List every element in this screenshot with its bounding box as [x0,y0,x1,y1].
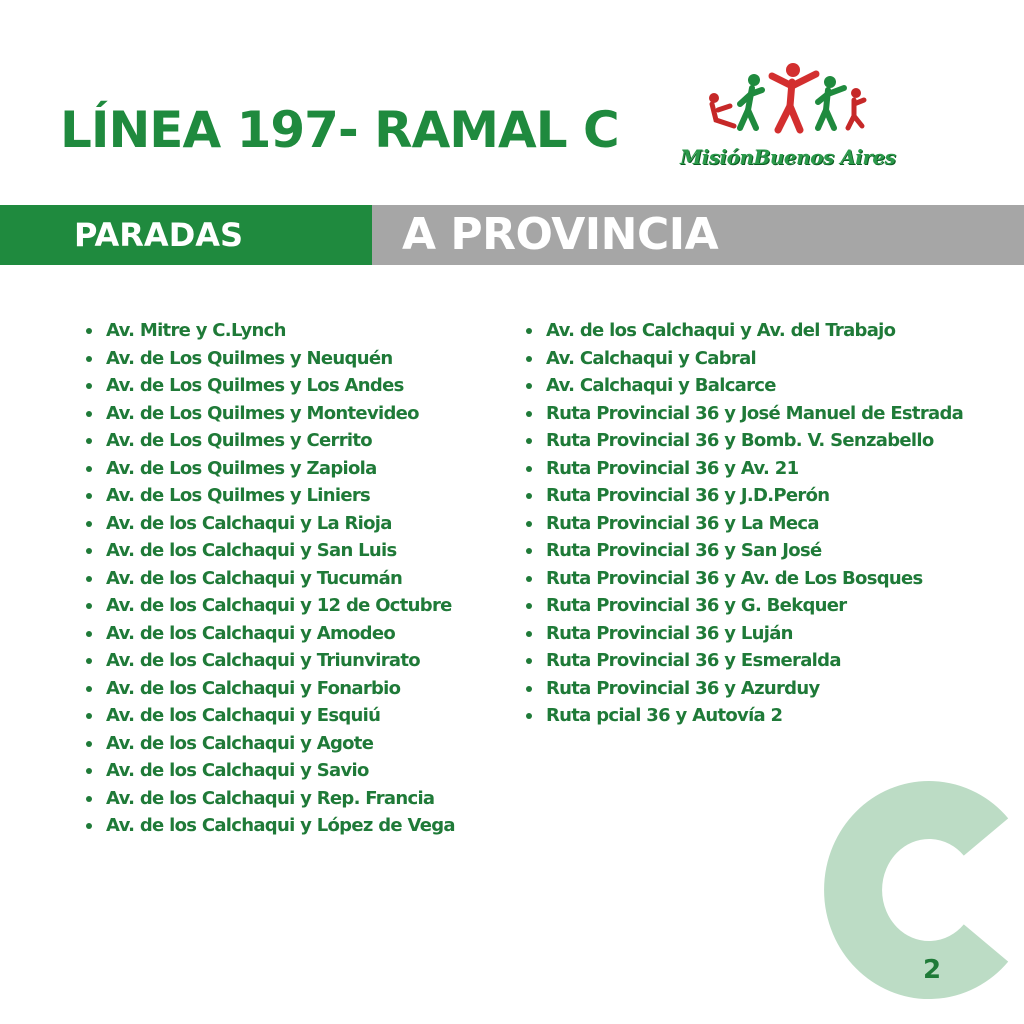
stop-name: Ruta Provincial 36 y Esmeralda [546,650,841,671]
list-item [86,317,516,345]
stop-name: Av. de los Calchaqui y López de Vega [106,815,455,836]
list-item [86,482,516,510]
stop-name: Av. de los Calchaqui y Rep. Francia [106,787,435,809]
stop-name: Av. de los Calchaqui y Esquiú [106,705,381,726]
bullet [86,768,92,774]
list-item [526,482,1018,510]
list-item [86,455,516,483]
stop-name: Ruta pcial 36 y Autovía 2 [546,705,783,726]
people-figures-icon [704,60,874,135]
logo-text: MisiónBuenos Aires [680,145,896,169]
stop-name: Ruta Provincial 36 y Bomb. V. Senzabello [546,430,934,451]
stop-name: Av. de Los Quilmes y Liniers [106,485,371,506]
list-item [86,565,516,593]
section-band [0,205,1024,265]
bullet [86,796,92,802]
list-item [526,620,1018,648]
page-number: 2 [922,955,942,985]
stop-name: Av. de los Calchaqui y Triunvirato [106,650,420,671]
bullet [526,466,532,472]
bullet [526,548,532,554]
bullet [86,383,92,389]
bullet [86,493,92,499]
stop-name: Av. de los Calchaqui y Savio [106,760,369,781]
list-item [526,702,1018,730]
list-item [526,675,1018,703]
bullet [526,576,532,582]
list-item [86,620,516,648]
bullet [526,356,532,362]
bullet [86,603,92,609]
stop-name: Ruta Provincial 36 y La Meca [546,512,819,534]
list-item [526,647,1018,675]
stop-name: Av. de Los Quilmes y Neuquén [106,347,393,369]
bullet [86,466,92,472]
bullet [86,576,92,582]
list-item [526,565,1018,593]
stops-list-right [526,317,1018,730]
bullet [526,631,532,637]
stop-name: Ruta Provincial 36 y Av. de Los Bosques [546,567,923,589]
bullet [86,356,92,362]
list-item [86,730,516,758]
bullet [86,438,92,444]
bullet [526,383,532,389]
bullet [86,741,92,747]
bullet [526,713,532,719]
list-item [86,537,516,565]
bullet [86,631,92,637]
list-item [86,592,516,620]
band-label-block [0,205,372,265]
list-item [526,427,1018,455]
list-item [86,647,516,675]
list-item [86,372,516,400]
stop-name: Av. de Los Quilmes y Montevideo [106,402,419,424]
stop-name: Ruta Provincial 36 y San José [546,540,822,561]
list-item [86,675,516,703]
stop-name: Av. de Los Quilmes y Los Andes [106,375,404,396]
bullet [86,521,92,527]
stop-name: Ruta Provincial 36 y G. Bekquer [546,595,847,616]
stop-name: Av. de los Calchaqui y Fonarbio [106,677,401,699]
stop-name: Ruta Provincial 36 y José Manuel de Estrada [546,402,964,424]
list-item [526,455,1018,483]
list-item [86,757,516,785]
list-item [526,345,1018,373]
list-item [526,537,1018,565]
list-item [86,427,516,455]
bullet [526,328,532,334]
stop-name: Av. de Los Quilmes y Zapiola [106,457,377,479]
stop-name: Av. Calchaqui y Cabral [546,347,756,369]
stop-name: Av. de los Calchaqui y 12 de Octubre [106,595,452,616]
bullet [526,438,532,444]
bullet [86,548,92,554]
bullet [526,603,532,609]
bullet [86,658,92,664]
list-item [526,592,1018,620]
stop-name: Av. de los Calchaqui y San Luis [106,540,397,561]
stop-name: Av. Mitre y C.Lynch [106,320,286,341]
band-heading-block [372,205,1024,265]
band-heading: A PROVINCIA [402,209,719,260]
list-item [86,510,516,538]
stop-name: Ruta Provincial 36 y J.D.Perón [546,485,830,506]
stop-name: Av. de los Calchaqui y Tucumán [106,567,403,589]
page-title: LÍNEA 197- RAMAL C [60,101,619,159]
bullet [526,493,532,499]
list-item [526,317,1018,345]
bullet [86,713,92,719]
stop-name: Ruta Provincial 36 y Azurduy [546,677,820,699]
logo [676,60,916,175]
stop-name: Av. de los Calchaqui y La Rioja [106,512,392,534]
list-item [86,785,516,813]
bullet [526,686,532,692]
bullet [86,686,92,692]
stop-name: Ruta Provincial 36 y Av. 21 [546,457,799,479]
stop-name: Av. de los Calchaqui y Agote [106,732,374,754]
bullet [526,411,532,417]
list-item [86,702,516,730]
list-item [86,812,516,840]
stop-name: Av. de los Calchaqui y Amodeo [106,622,396,644]
bullet [526,658,532,664]
stop-name: Av. Calchaqui y Balcarce [546,375,776,396]
band-label: PARADAS [74,216,244,254]
stop-name: Av. de los Calchaqui y Av. del Trabajo [546,320,896,341]
stop-name: Ruta Provincial 36 y Luján [546,622,793,644]
list-item [86,400,516,428]
stop-name: Av. de Los Quilmes y Cerrito [106,430,372,451]
bullet [86,411,92,417]
list-item [526,372,1018,400]
list-item [86,345,516,373]
bullet [86,823,92,829]
stops-list-left [86,317,516,840]
bullet [526,521,532,527]
bullet [86,328,92,334]
list-item [526,400,1018,428]
list-item [526,510,1018,538]
